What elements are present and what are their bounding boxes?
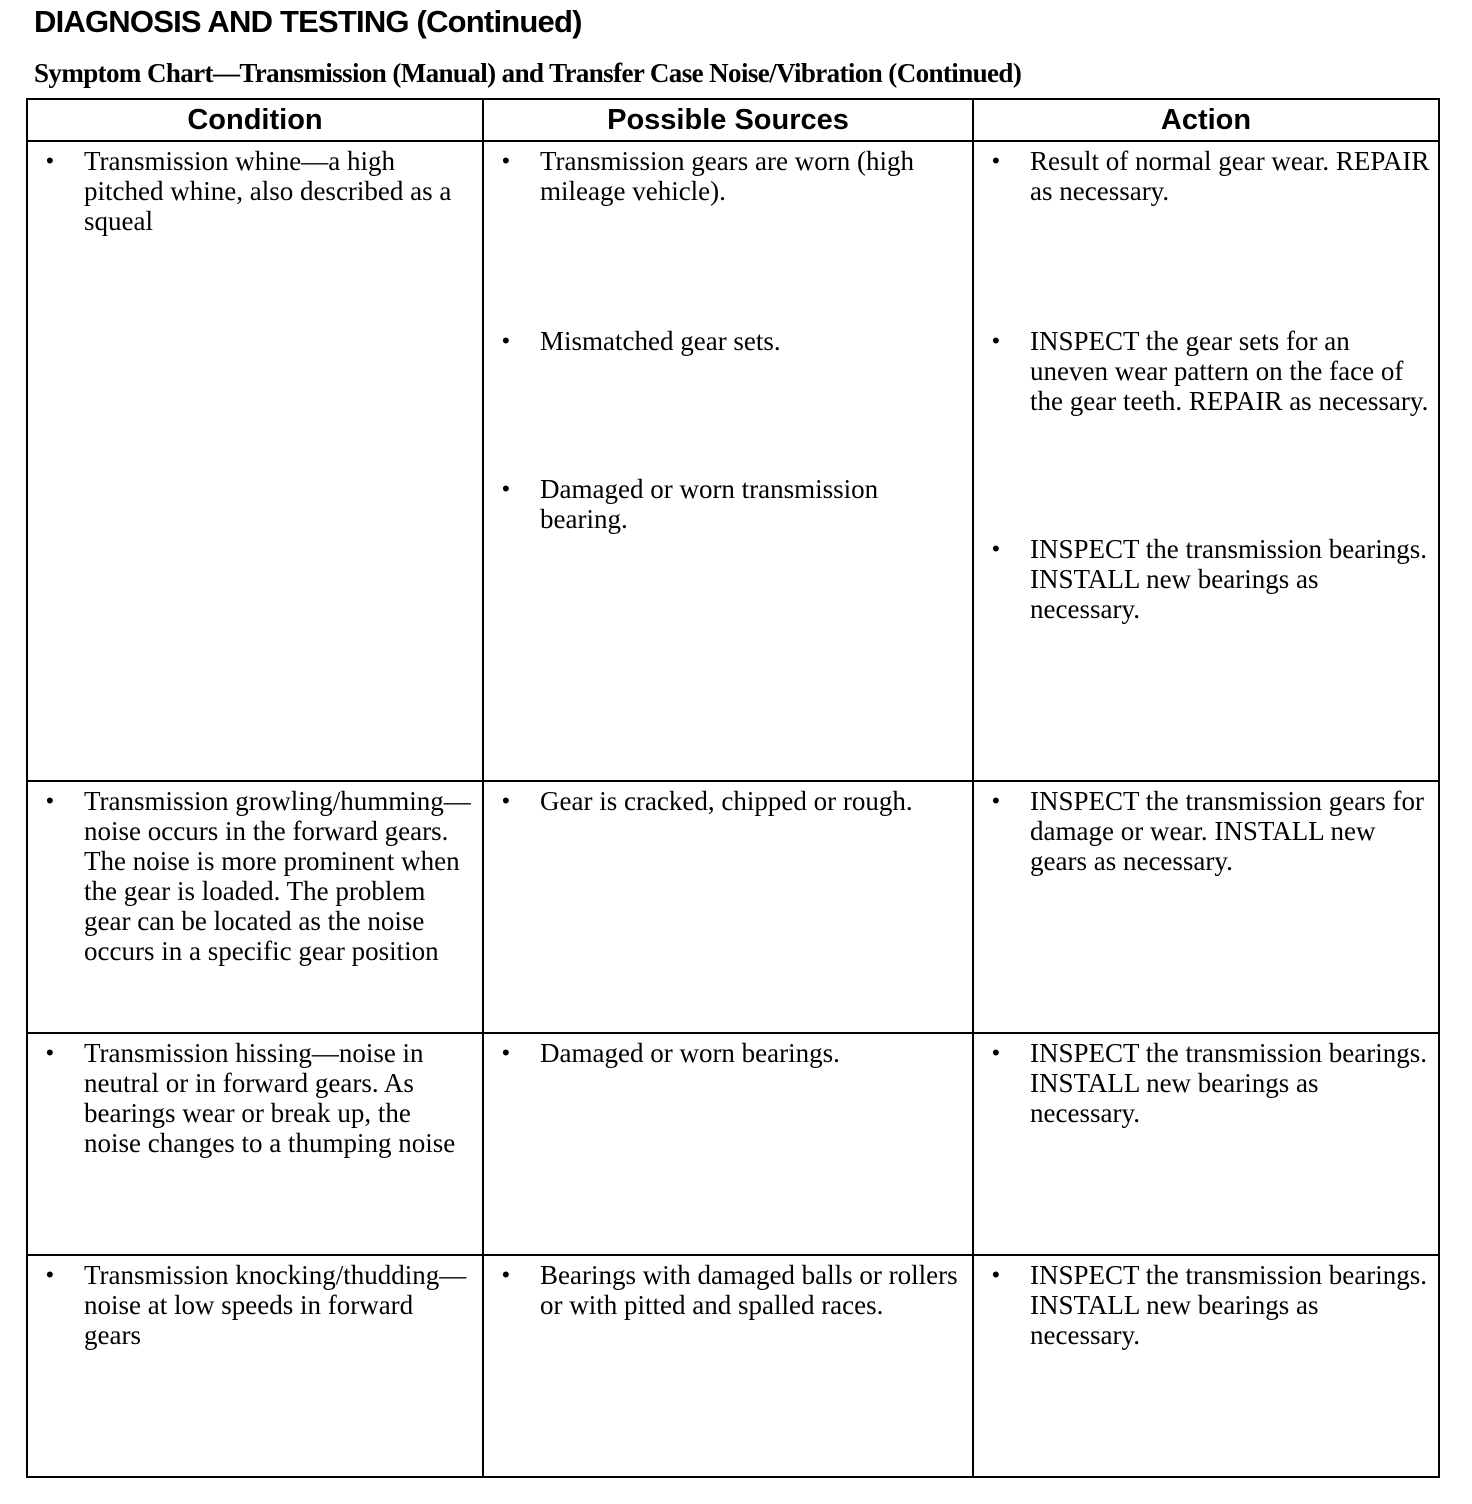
condition-text: • Transmission knocking/thudding—noise at low speeds in forward gears — [36, 1260, 474, 1350]
action-cell — [973, 141, 1439, 781]
condition-text: • Transmission whine—a high pitched whine, also described as a squeal — [36, 146, 474, 236]
action-item: • Result of normal gear wear. REPAIR as necessary. — [982, 146, 1430, 206]
condition-cell — [27, 781, 483, 1033]
condition-text: • Transmission hissing—noise in neutral or in forward gears. As bearings wear or break up, the noise changes to a thumping noise — [36, 1038, 474, 1158]
symptom-chart-table — [26, 98, 1440, 1478]
source-item: • Damaged or worn transmission bearing. — [492, 474, 964, 534]
action-item: • INSPECT the transmission bearings. INSTALL new bearings as necessary. — [982, 1260, 1430, 1350]
action-item: • INSPECT the transmission gears for damage or wear. INSTALL new gears as necessary. — [982, 786, 1430, 876]
source-item: • Damaged or worn bearings. — [492, 1038, 964, 1068]
condition-cell — [27, 141, 483, 781]
action-column-header: Action — [973, 99, 1439, 141]
condition-cell — [27, 1255, 483, 1477]
table-row — [27, 141, 1439, 781]
table-row — [27, 781, 1439, 1033]
action-cell — [973, 781, 1439, 1033]
condition-text: • Transmission growling/humming—noise occurs in the forward gears. The noise is more prominent when the gear is loaded. The problem gear can be located as the noise occurs in a specific gear position — [36, 786, 474, 966]
table-header-row — [27, 99, 1439, 141]
action-item: • INSPECT the transmission bearings. INSTALL new bearings as necessary. — [982, 534, 1430, 624]
source-item: • Bearings with damaged balls or rollers or with pitted and spalled races. — [492, 1260, 964, 1320]
possible-sources-column-header: Possible Sources — [483, 99, 973, 141]
sources-cell — [483, 781, 973, 1033]
action-cell — [973, 1255, 1439, 1477]
sources-cell — [483, 1033, 973, 1255]
chart-title: Symptom Chart—Transmission (Manual) and Transfer Case Noise/Vibration (Continued) — [34, 58, 1022, 88]
source-item: • Mismatched gear sets. — [492, 326, 964, 356]
source-item: • Transmission gears are worn (high mileage vehicle). — [492, 146, 964, 206]
table-row — [27, 1255, 1439, 1477]
page-heading: DIAGNOSIS AND TESTING (Continued) — [34, 4, 582, 39]
condition-column-header: Condition — [27, 99, 483, 141]
sources-cell — [483, 1255, 973, 1477]
source-item: • Gear is cracked, chipped or rough. — [492, 786, 964, 816]
condition-cell — [27, 1033, 483, 1255]
action-item: • INSPECT the gear sets for an uneven wear pattern on the face of the gear teeth. REPAIR as necessary. — [982, 326, 1430, 416]
table-row — [27, 1033, 1439, 1255]
sources-cell — [483, 141, 973, 781]
action-cell — [973, 1033, 1439, 1255]
action-item: • INSPECT the transmission bearings. INSTALL new bearings as necessary. — [982, 1038, 1430, 1128]
